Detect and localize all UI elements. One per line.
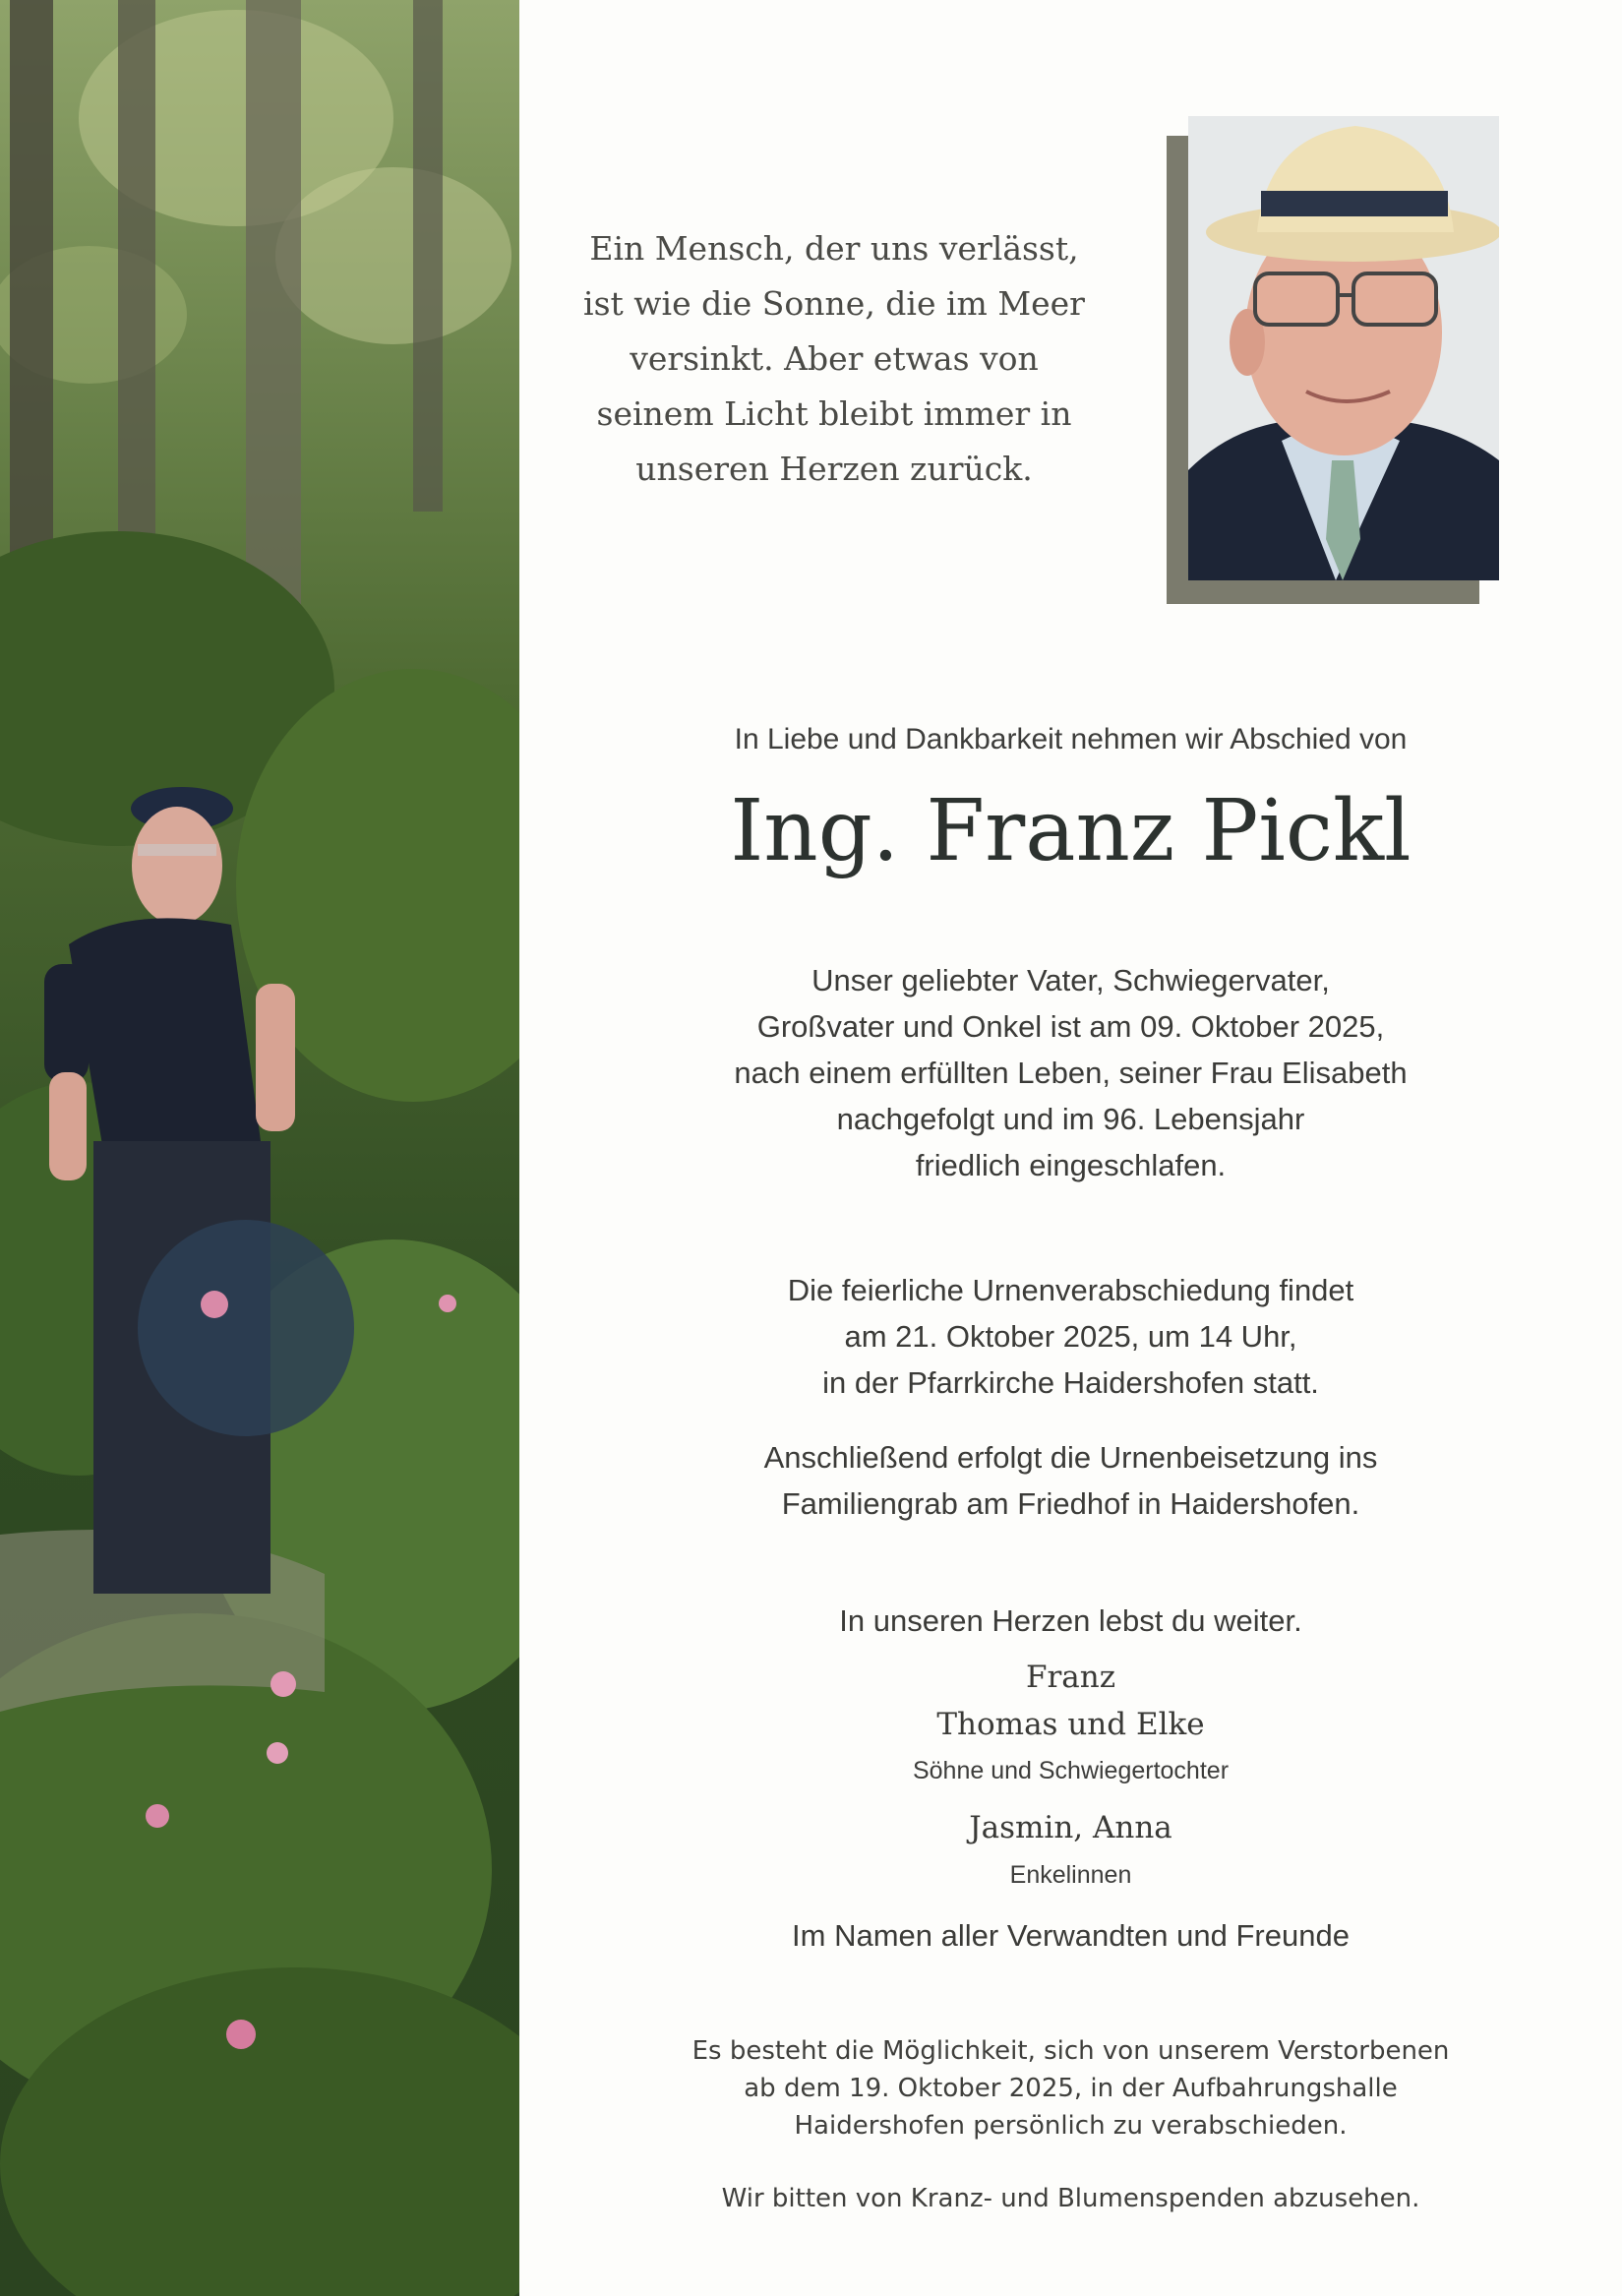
closing-line: Im Namen aller Verwandten und Freunde [792, 1918, 1350, 1953]
text-line: Haidershofen persönlich zu verabschieden. [794, 2111, 1348, 2141]
text-line: Anschließend erfolgt die Urnenbeisetzung ins [763, 1440, 1378, 1475]
family-role: Enkelinnen [1009, 1861, 1132, 1889]
text-line: ab dem 19. Oktober 2025, in der Aufbahrungshalle [744, 2074, 1398, 2103]
burial-paragraph [519, 1434, 1622, 1527]
family-name: Franz [1025, 1660, 1116, 1695]
hearts-line: In unseren Herzen lebst du weiter. [839, 1603, 1302, 1638]
text-line: in der Pfarrkirche Haidershofen statt. [822, 1365, 1319, 1400]
farewell-intro: In Liebe und Dankbarkeit nehmen wir Abschied von [734, 723, 1408, 755]
obituary-paragraph [519, 957, 1622, 1188]
viewing-note [519, 2032, 1622, 2145]
notice-panel [519, 0, 1622, 2296]
text-line: am 21. Oktober 2025, um 14 Uhr, [844, 1319, 1297, 1354]
portrait-illustration [1188, 116, 1499, 580]
family-name: Thomas und Elke [936, 1707, 1205, 1742]
text-line: Es besteht die Möglichkeit, sich von unserem Verstorbenen [691, 2036, 1450, 2066]
forest-photo [0, 0, 519, 2296]
text-line: Familiengrab am Friedhof in Haidershofen. [781, 1486, 1360, 1521]
ceremony-paragraph [519, 1267, 1622, 1406]
quote-line: versinkt. Aber etwas von [630, 339, 1039, 378]
family-role: Söhne und Schwiegertochter [912, 1757, 1230, 1784]
text-line: Die feierliche Urnenverabschiedung findet [787, 1273, 1354, 1307]
forest-illustration [0, 0, 519, 2296]
quote-line: seinem Licht bleibt immer in [596, 394, 1072, 433]
text-line: friedlich eingeschlafen. [915, 1148, 1227, 1182]
portrait-photo [1188, 116, 1499, 580]
quote-line: unseren Herzen zurück. [635, 450, 1033, 488]
memorial-quote [559, 221, 1110, 497]
quote-line: Ein Mensch, der uns verlässt, [589, 229, 1079, 268]
text-line: Großvater und Onkel ist am 09. Oktober 2025, [756, 1009, 1385, 1044]
donation-request: Wir bitten von Kranz- und Blumenspenden abzusehen. [721, 2184, 1420, 2213]
quote-line: ist wie die Sonne, die im Meer [583, 284, 1085, 323]
deceased-name: Ing. Franz Pickl [730, 782, 1412, 880]
text-line: Unser geliebter Vater, Schwiegervater, [811, 963, 1330, 997]
family-name: Jasmin, Anna [969, 1810, 1172, 1845]
text-line: nach einem erfüllten Leben, seiner Frau Elisabeth [734, 1056, 1408, 1090]
text-line: nachgefolgt und im 96. Lebensjahr [836, 1102, 1305, 1136]
